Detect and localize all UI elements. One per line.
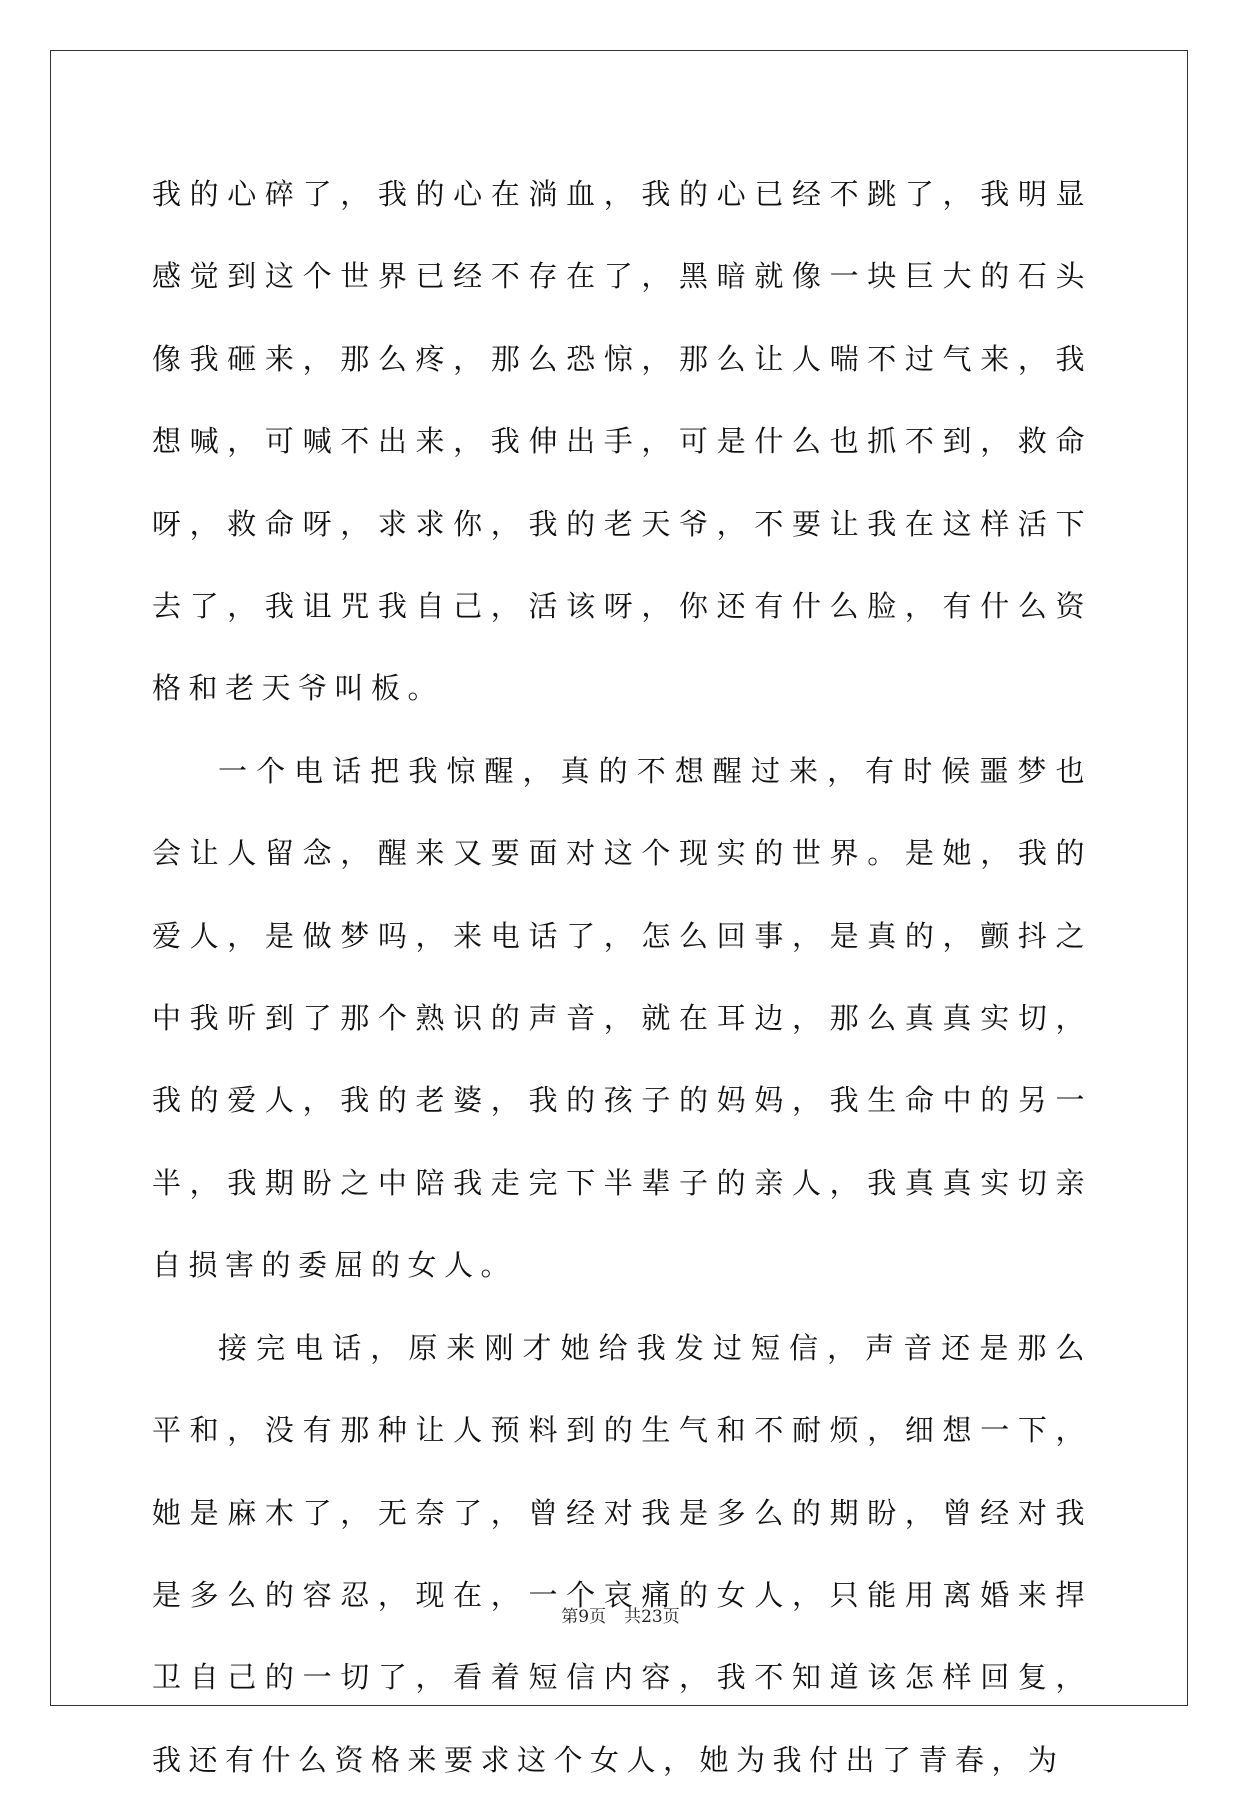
document-body	[152, 153, 1092, 1801]
paragraph-3: 接完电话，原来刚才她给我发过短信，声音还是那么平和，没有那种让人预料到的生气和不耐烦，细想一下，她是麻木了，无奈了，曾经对我是多么的期盼，曾经对我是多么的容忍，现在，一个哀痛的女人，只能用离婚来捍卫自己的一切了，看着短信内容，我不知道该怎样回复，我还有什么资格来要求这个女人，她为我付出了青春，为	[152, 1330, 1092, 1777]
paragraph-1: 我的心碎了，我的心在淌血，我的心已经不跳了，我明显感觉到这个世界已经不存在了，黑暗就像一块巨大的石头像我砸来，那么疼，那么恐惊，那么让人喘不过气来，我想喊，可喊不出来，我伸出手，可是什么也抓不到，救命呀，救命呀，求求你，我的老天爷，不要让我在这样活下去了，我诅咒我自己，活该呀，你还有什么脸，有什么资格和老天爷叫板。	[152, 177, 1092, 706]
page-footer	[0, 1602, 1241, 1627]
total-pages: 共23页	[624, 1607, 680, 1627]
page-number: 第9页	[561, 1607, 607, 1627]
paragraph-2: 一个电话把我惊醒，真的不想醒过来，有时候噩梦也会让人留念，醒来又要面对这个现实的世界。是她，我的爱人，是做梦吗，来电话了，怎么回事，是真的，颤抖之中我听到了那个熟识的声音，就在耳边，那么真真实切，我的爱人，我的老婆，我的孩子的妈妈，我生命中的另一半，我期盼之中陪我走完下半辈子的亲人，我真真实切亲自损害的委屈的女人。	[152, 753, 1092, 1283]
